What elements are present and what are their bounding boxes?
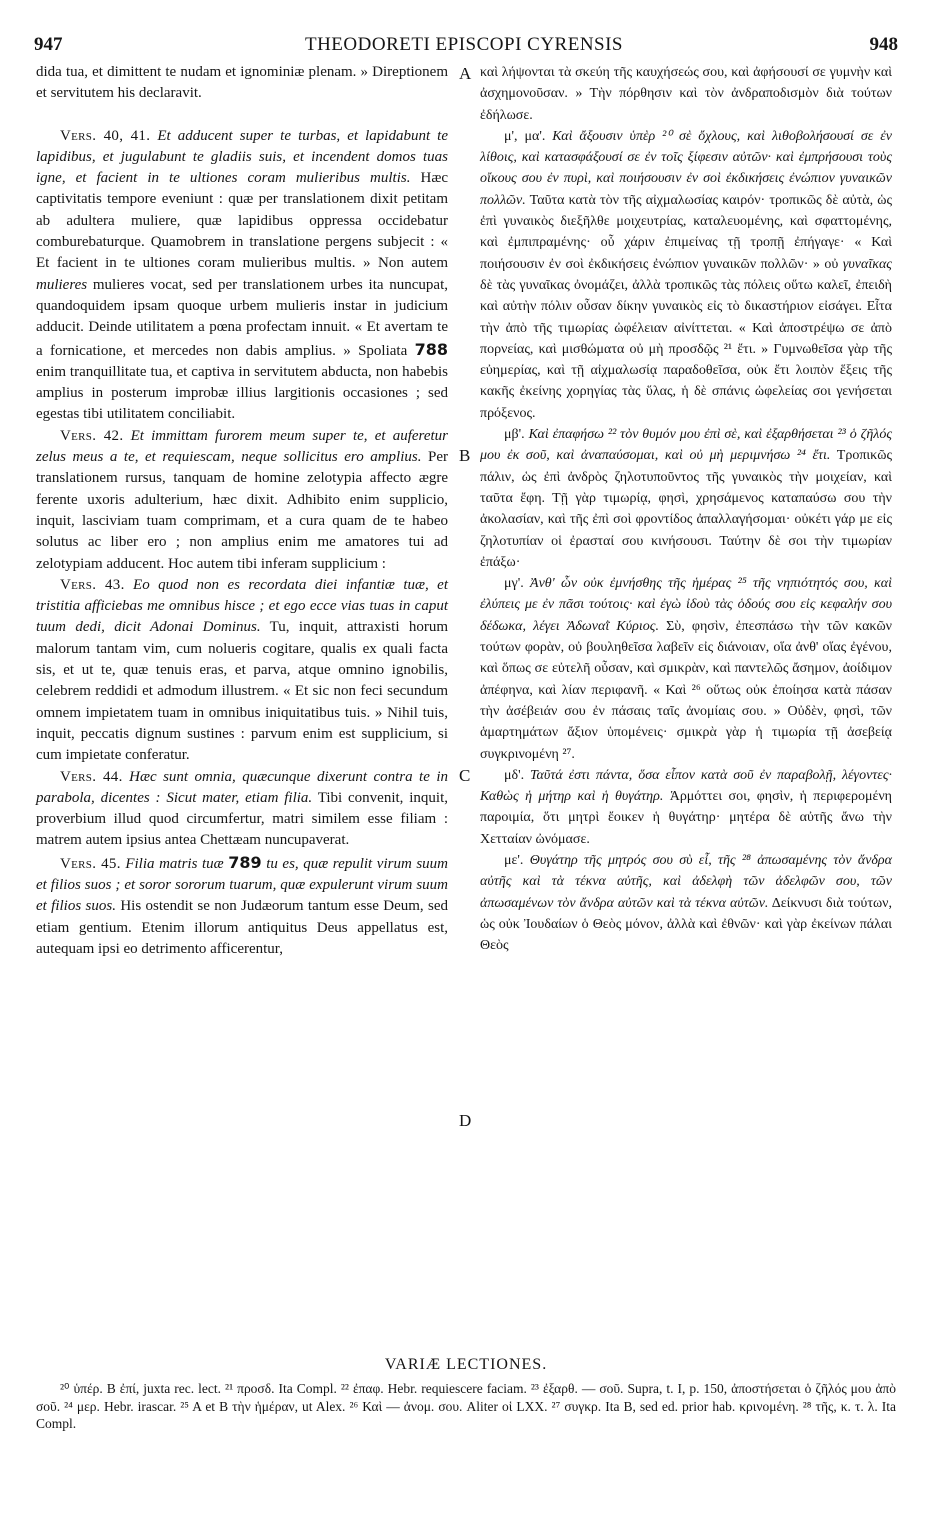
latin-paragraph	[36, 126, 448, 426]
verse-label: μ', μα'.	[504, 128, 546, 144]
greek-paragraph	[480, 126, 892, 424]
latin-column	[36, 62, 448, 960]
latin-text: mulieres vocat, sed per translationem urbes ita nuncupat, quandoquidem ipsam quoque urbem mulieris instar in judicium adducit. Deinde utilitatem a pœna profectam innuit. « Et avertam te a fornicatione, et mercedes non dabis amplius. » Spoliata	[36, 276, 448, 359]
page-number-right: 948	[869, 34, 898, 55]
scripture-quote: Καὶ ἐπαφήσω ²² τὸν θυμόν μου ἐπὶ σὲ, καὶ ἐξαρθήσεται ²³ ὁ ζῆλός μου ἐκ σοῦ, καὶ ἀναπαύσομαι, καὶ οὐ μὴ μεριμνήσω ²⁴ ἔτι.	[480, 427, 893, 464]
scripture-quote: Et adducent super te turbas, et lapidabunt te lapidibus, et jugulabunt te gladiis suis, et incendent domos tuas igne, et facient in te ultiones coram mulieribus multis.	[36, 127, 448, 187]
margin-letter-c: C	[459, 766, 471, 785]
greek-paragraph	[480, 573, 892, 765]
running-title: THEODORETI EPISCOPI CYRENSIS	[304, 34, 624, 55]
scripture-quote: tu es, quæ repulit virum suum et filios suos ; et soror sororum tuarum, quæ expulerunt virum suum et filios suos.	[36, 855, 449, 915]
scripture-quote: Ταῦτά ἐστι πάντα, ὅσα εἶπον κατὰ σοῦ ἐν παραβολῇ, λέγοντες· Καθὼς ἡ μήτηρ καὶ ἡ θυγάτηρ.	[480, 767, 892, 805]
greek-text: καὶ λήψονται τὰ σκεύη τῆς καυχήσεώς σου, καὶ ἀφήσουσί σε γυμνὴν καὶ ἀσχημονοῦσαν. » Τὴν πόρθησιν καὶ τὸν ἀνδραποδισμὸν διὰ τούτων ἐδήλωσε.	[480, 65, 892, 123]
latin-text: dida tua, et dimittent te nudam et ignominiæ plenam. » Direptionem et servitutem his declaravit.	[36, 64, 448, 102]
variae-lectiones	[36, 1356, 896, 1433]
verse-label: μδ'.	[504, 767, 525, 783]
verse-label: μβ'.	[504, 427, 525, 443]
variae-title: VARIÆ LECTIONES.	[384, 1356, 548, 1373]
verse-label: Vers. 40, 41.	[60, 127, 151, 144]
scripture-quote: Et immittam furorem meum super te, et auferetur zelus meus a te, et requiescam, neque sollicitus ero amplius.	[36, 427, 448, 466]
verse-label: Vers. 45.	[60, 855, 121, 872]
page-header	[0, 28, 928, 64]
scripture-quote: Θυγάτηρ τῆς μητρός σου σὺ εἶ, τῆς ²⁸ ἀπωσαμένης τὸν ἄνδρα αὐτῆς καὶ τὰ τέκνα αὐτῆς, καὶ ἀδελφὴ τῶν ἀδελφῶν σου, τῶν ἀπωσαμένων τὸν ἄνδρα αὐτῶν καὶ τὰ τέκνα αὐτῶν.	[480, 852, 893, 911]
scripture-quote: Καὶ ἄξουσιν ὑπὲρ ²⁰ σὲ ὄχλους, καὶ λιθοβολήσουσί σε ἐν λίθοις, καὶ κατασφάξουσί σε ἐν τοῖς ξίφεσιν αὐτῶν· καὶ ἐμπρήσουσι τοὺς οἴκους σου ἐν πυρὶ, καὶ ποιήσουσιν ἐν σοὶ ἐκδικήσεις ἐνώπιον γυναικῶν πολλῶν.	[480, 128, 892, 208]
latin-text: Hæc captivitatis tempore eveniunt : quæ per translationem dixit petitam ab adultera muliere, quæ lapidibus oppressa occidebatur comburebaturque. Quamobrem in translatione pergens subjecit : « Et facient in te ultiones coram mulieribus multis. » Non autem	[36, 170, 448, 272]
greek-text: δὲ τὰς γυναῖκας ὀνομάζει, ἀλλὰ τροπικῶς τὰς πόλεις οὕτω καλεῖ, ἐπειδὴ καὶ αὐτὴν πόλιν οὖσαν δίκην γυναικὸς εἰς τὸ δικαστήριον εἰσάγει. Εἶτα τὴν ἀπὸ τῆς τιμωρίας ὠφέλειαν αἰνίττεται. « Καὶ ἀποστρέψω σε ἀπὸ πορνείας, καὶ μισθώματα οὐ μὴ προσδῷς ²¹ ἔτι. » Γυμνωθεῖσα γὰρ τῆς εὐημερίας, καὶ τῇ αἰχμαλωσίᾳ παραδοθεῖσα, οὐκ ἔτι λοιπὸν ἕξεις τῆς κακῆς ἐκείνης χορηγίας τὰς ὕλας, ἡ δὲ σπάνις ὠφελείας σοι γενήσεται πρόξενος.	[480, 277, 892, 421]
latin-paragraph	[36, 426, 448, 575]
latin-text: His ostendit se non Judæorum tantum esse Deum, sed etiam gentium. Etenim illorum antiquitus Deus appellatus est, autequam ipsi eo detrimento afficerentur,	[36, 898, 449, 957]
latin-paragraph	[36, 575, 448, 767]
latin-text: Per translationem rursus, tanquam de homine zelotypia affecto ægre ferente uxoris adulterium, hæc dixit. Adhibito enim supplicio, inquit, lasciviam tuam comprimam, et a cura quam de te habeo solutus ac liber ero ; non amplius enim me amatores tui ad zelotypiam adducent. Hoc autem tibi inferam supplicium :	[36, 449, 449, 572]
verse-label: Vers. 43.	[60, 576, 125, 593]
greek-paragraph	[480, 62, 892, 126]
verse-label: με'.	[504, 852, 524, 868]
margin-letter-a: A	[459, 64, 472, 83]
greek-text: Τροπικῶς πάλιν, ὡς ἐπὶ ἀνδρὸς ζηλοτυποῦντος τῆς γυναικὸς τὴν μοιχείαν, καὶ ταῦτα ἔφη. Τῇ γὰρ τιμωρίᾳ, φησὶ, χρησάμενος καταπαύσω σου τὴν ἀκολασίαν, καὶ τῆς ἐπὶ σοὶ φροντίδος ἀπαλλαγήσομαι· οὐκέτι γάρ με εἰς ζηλοτυπίαν οἱ ἐρασταί σου κινήσουσι. Ταύτην δὲ σοι τὴν τιμωρίαν ἐπάξω·	[480, 448, 892, 570]
greek-column	[480, 62, 892, 956]
latin-paragraph	[36, 62, 448, 105]
greek-text: Ἁρμόττει σοι, φησὶν, ἡ περιφερομένη παροιμία, ὅτι μητρὶ ἔοικεν ἡ θυγάτηρ· μητέρα δὲ αὐτῆς ἄνω τὴν Χετταίαν ὠνόμασε.	[480, 789, 892, 847]
greek-text: Ταῦτα κατὰ τὸν τῆς αἰχμαλωσίας καιρόν· τροπικῶς δὲ αὐτὰ, ὡς ἐπὶ γυναικὸς διεξῆλθε μοιχευτρίας, καταλευομένης, καὶ σφαττομένης, καὶ ἐμπιπραμένης· οὗ χάριν ἐπιμείνας τῇ τροπῇ ἐπήγαγε· « Καὶ ποιήσουσιν ἐν σοὶ ἐκδικήσεις ἐνώπιον γυναικῶν πολλῶν· » οὐ	[480, 192, 892, 272]
scripture-quote: Filia matris tuæ	[125, 855, 224, 872]
greek-emphasis: γυναῖκας	[842, 256, 892, 272]
greek-text: Σὺ, φησὶν, ἐπεσπάσω τὴν τῶν κακῶν τούτων φορὰν, οὐ βουληθεῖσα λαβεῖν εἰς διάνοιαν, οἵα ἀνθ' οἵας ἐγένου, καὶ ὅπως σε εὐτελῆ οὖσαν, καὶ σμικρὰν, καὶ παντελῶς ἄσημον, ἀοίδιμον ἀπέφηνα, καὶ λίαν περιφανῆ. « Καὶ ²⁶ οὕτως οὐκ ἐποίησα κατὰ πάσαν τὴν ἀσέβειάν σου ἐν πάσαις ταῖς ἀνομίαις σου. » Οὐδὲν, φησὶ, τῶν ἁμαρτημάτων ἄξιον ὑπομένεις· σμικρὰ γὰρ ἡ τιμωρία τῇ ἀσεβείᾳ συγκρινομένη ²⁷.	[480, 618, 893, 762]
latin-text: Tu, inquit, attraxisti horum malorum tantam vim, cum nolueris cogitare, qualis ex quali facta sis, et ut te, quæ tenuis eras, et parva, atque omnino ignobilis, celebrem reddidi et admodum illustrem. « Et sic non feci secundum omnem impietatem tuam in omnibus iniquitatibus tuis. » Nihil tuis, inquit, peccatis dignum sustines : parvum enim est supplicium, si cum impietate conferatur.	[36, 619, 448, 764]
margin-letter-b: B	[459, 446, 471, 465]
latin-paragraph	[36, 767, 448, 852]
variae-body: ²⁰ ὑπέρ. B ἐπί, juxta rec. lect. ²¹ προσδ. Ita Compl. ²² ἐπαφ. Hebr. requiescere faciam. ²³ ἐξαρθ. — σοῦ. Supra, t. I, p. 150, ἀποστήσεται ὁ ζῆλός μου ἀπὸ σοῦ. ²⁴ μερ. Hebr. irascar. ²⁵ A et B τὴν ἡμέραν, ut Alex. ²⁶ Καὶ — ἀνομ. σου. Aliter οἱ LXX. ²⁷ συγκρ. Ita B, sed ed. prior hab. κρινομένη. ²⁸ τῆς, κ. τ. λ. Ita Compl.	[36, 1381, 896, 1431]
greek-paragraph	[480, 850, 892, 956]
latin-paragraph	[36, 852, 448, 960]
verse-label: Vers. 44.	[60, 768, 123, 785]
verse-label: μγ'.	[504, 576, 524, 592]
greek-text: Δείκνυσι διὰ τούτων, ὡς οὐκ Ἰουδαίων ὁ Θεὸς μόνον, ἀλλὰ καὶ ἐθνῶν· καὶ γὰρ ἐκείνων πάλαι Θεὸς	[480, 895, 892, 954]
greek-paragraph	[480, 765, 892, 850]
latin-text: enim tranquillitate tua, et captiva in servitutem abducta, non habebis amplius in posterum improbæ illius largitionis occasiones ; sed egestas tibi utilitatem conciliabit.	[36, 363, 448, 423]
column-number: 789	[228, 852, 262, 872]
latin-emphasis: mulieres	[36, 276, 88, 293]
page-number-left: 947	[34, 34, 63, 55]
scripture-quote: Eo quod non es recordata diei infantiæ tuæ, et tristitia afficiebas me omnibus hisce ; et ego ecce vias tuas in caput tuum dedi, dicit Adonai Dominus.	[36, 576, 448, 636]
greek-paragraph	[480, 424, 892, 573]
column-number: 788	[414, 339, 448, 359]
scripture-quote: Ἀνθ' ὧν οὐκ ἐμνήσθης τῆς ἡμέρας ²⁵ τῆς νηπιότητός σου, καὶ ἐλύπεις με ἐν πᾶσι τούτοις· καὶ ἐγὼ ἰδοὺ τὰς ὁδούς σου εἰς κεφαλήν σου δέδωκα, λέγει Ἀδωναῒ Κύριος.	[480, 576, 892, 634]
margin-letter-d: D	[459, 1111, 472, 1130]
verse-label: Vers. 42.	[60, 427, 124, 444]
latin-text: Tibi convenit, inquit, proverbium illud quod circumfertur, matri similem esse filiam : matrem autem ipsius antea Chettæam nuncupaverat.	[36, 789, 449, 849]
scripture-quote: Hæc sunt omnia, quæcunque dixerunt contra te in parabola, dicentes : Sicut mater, etiam filia.	[36, 768, 448, 806]
